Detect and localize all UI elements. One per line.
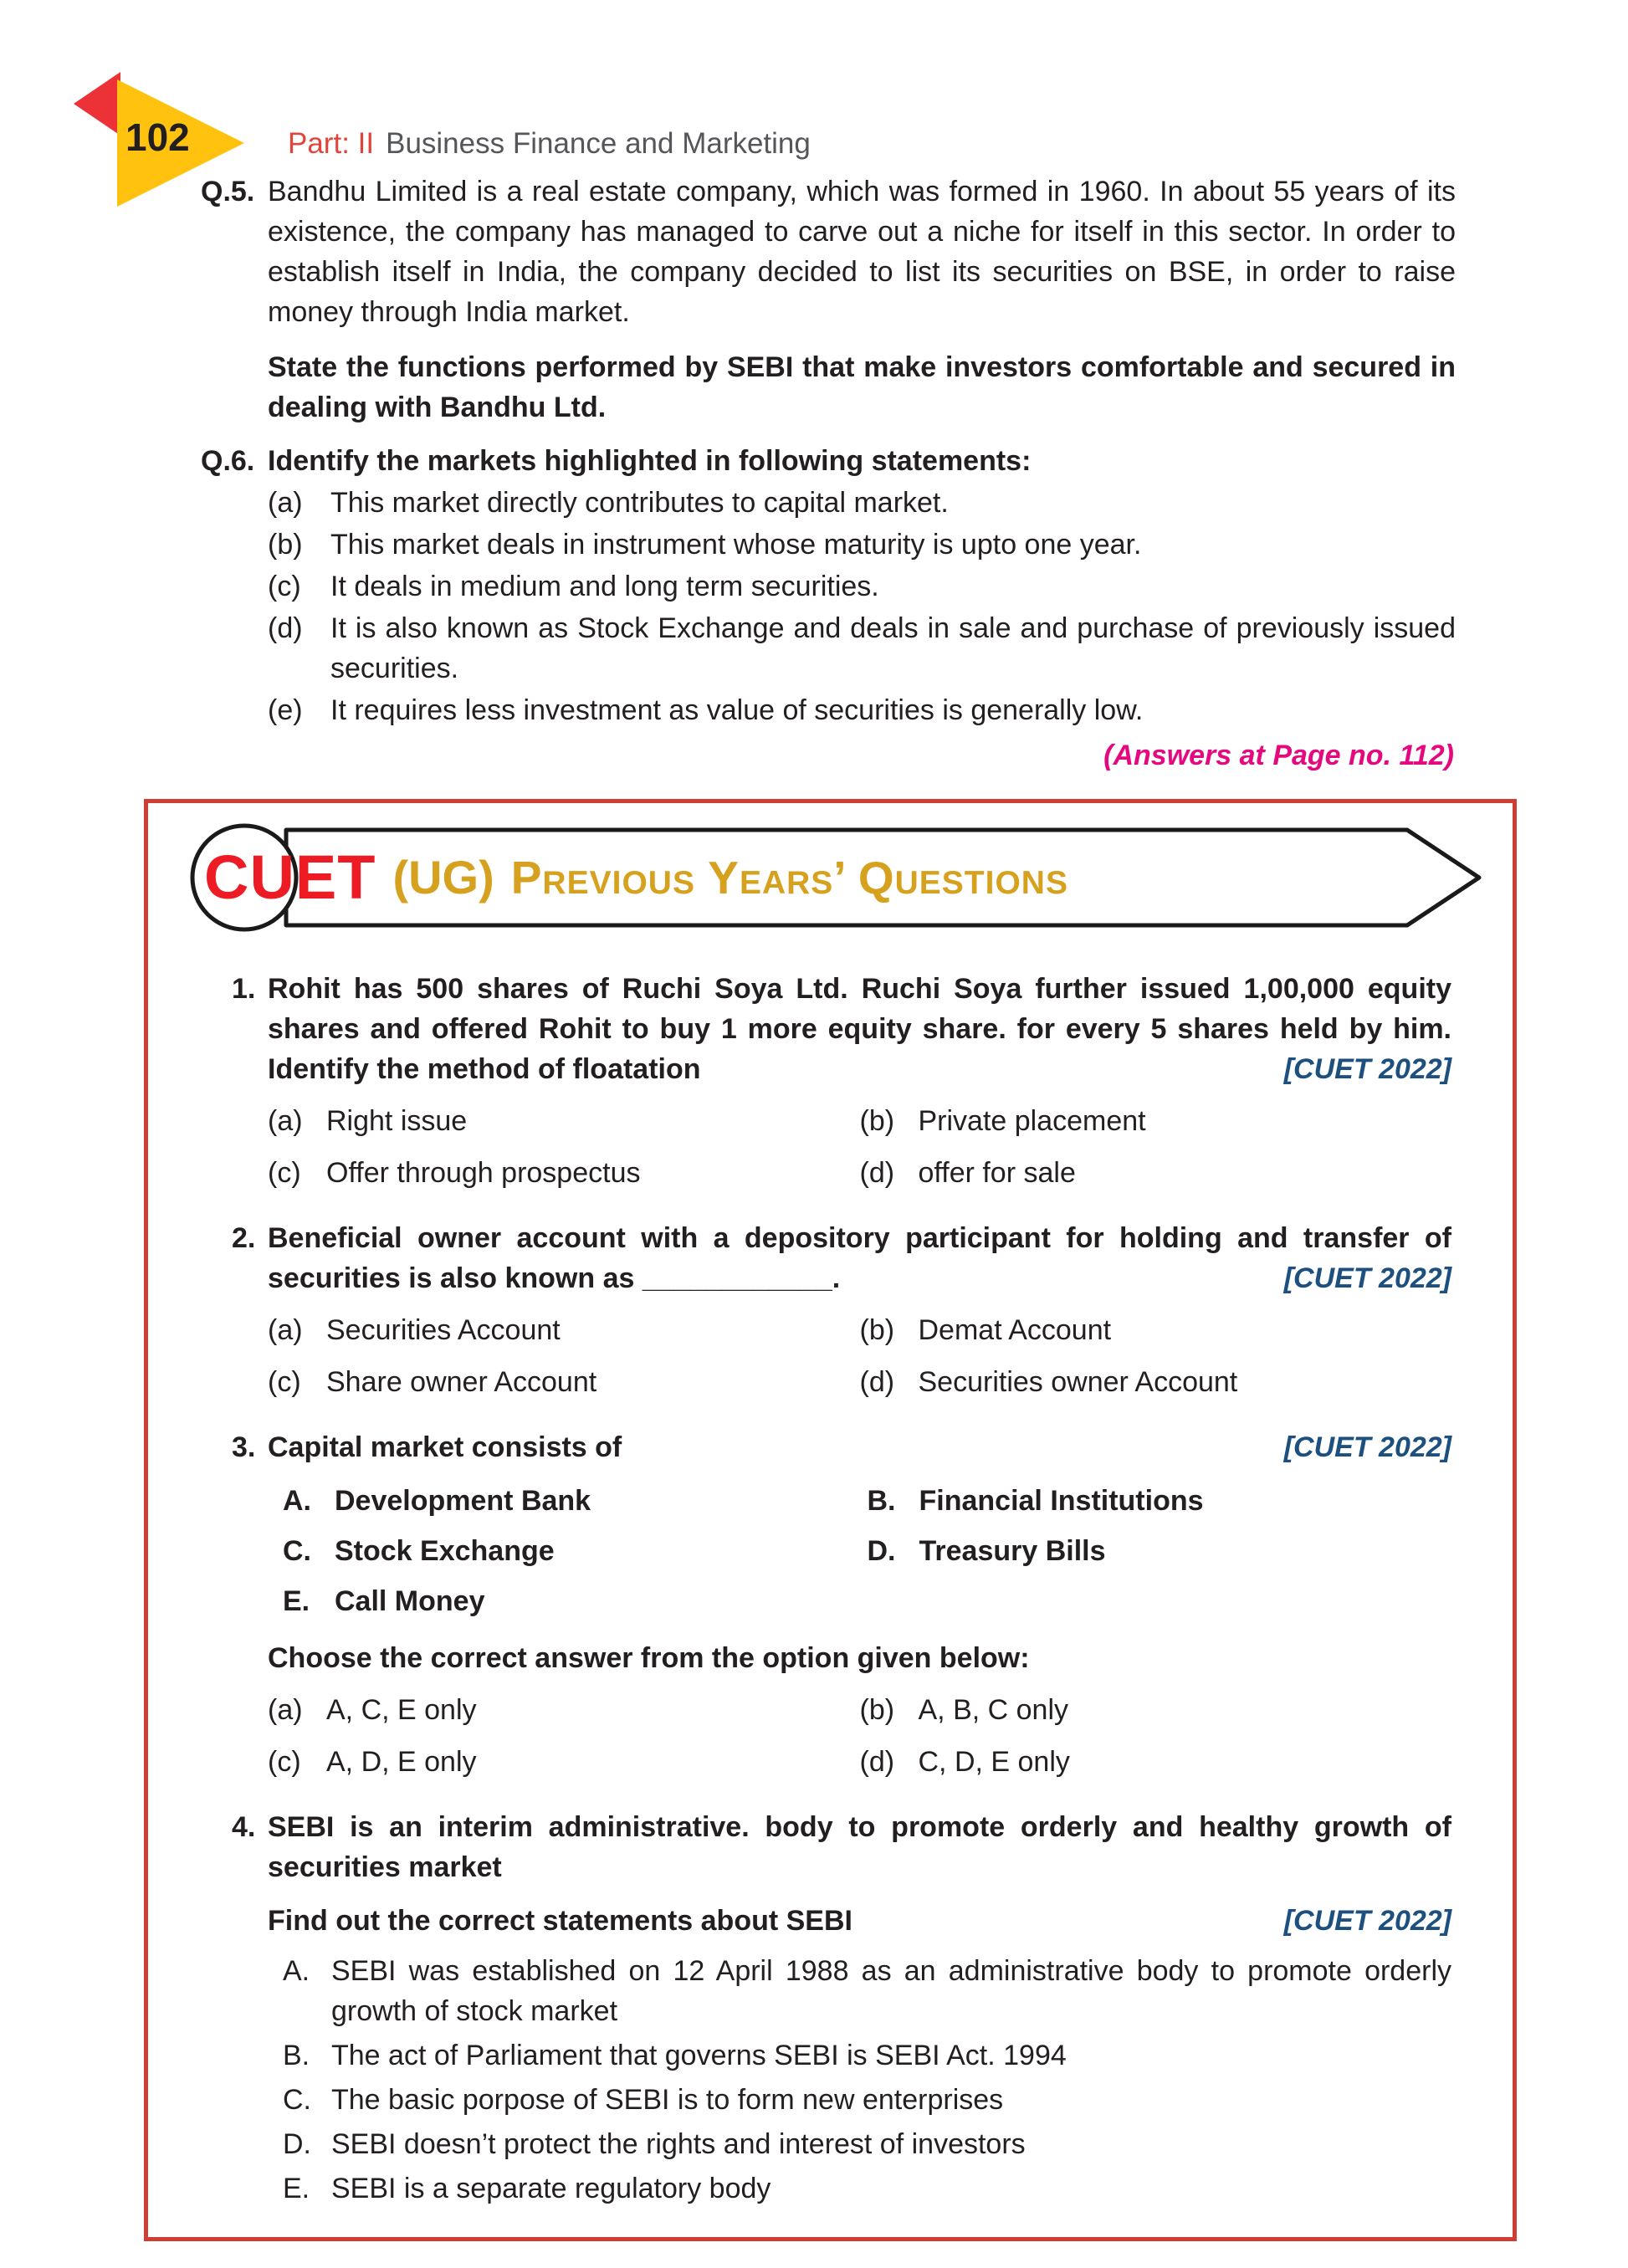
cuet-brand: CUET: [204, 842, 376, 912]
lettered-item-E: [283, 1581, 868, 1621]
question-heading-row: [268, 1427, 1451, 1467]
option-text: Demat Account: [918, 1314, 1112, 1346]
statement-D: [283, 2124, 1451, 2164]
option-text: A, C, E only: [326, 1694, 477, 1726]
statement-label: E.: [283, 2173, 310, 2204]
option-text: Offer through prospectus: [326, 1157, 641, 1189]
lettered-item-C: [283, 1531, 868, 1571]
item-text: Stock Exchange: [335, 1535, 555, 1567]
item-text: It deals in medium and long term securities.: [330, 571, 879, 602]
option-label: (c): [268, 1157, 301, 1189]
option-label: (b): [859, 1694, 895, 1726]
question-text-body: Beneficial owner account with a depository participant for holding and transfer of securities is also known as ____________.: [268, 1222, 1451, 1294]
part-title: Business Finance and Marketing: [386, 127, 811, 160]
option-label: (a): [268, 1694, 303, 1726]
lettered-item-D: [868, 1531, 1452, 1571]
statement-label: C.: [283, 2084, 311, 2116]
left-triangle-icon: [74, 72, 120, 136]
statement-text: SEBI doesn’t protect the rights and interest of investors: [331, 2128, 1026, 2160]
option-a: [268, 1310, 860, 1350]
option-label: (d): [859, 1746, 895, 1778]
option-label: (d): [859, 1366, 895, 1398]
question-text: SEBI is an interim administrative. body to promote orderly and healthy growth of securities market: [268, 1811, 1451, 1883]
item-label: (a): [268, 487, 303, 519]
option-text: Securities owner Account: [918, 1366, 1238, 1398]
statement-text: SEBI is a separate regulatory body: [331, 2173, 771, 2204]
option-label: (b): [859, 1314, 895, 1346]
question-text: Bandhu Limited is a real estate company, which was formed in 1960. In about 55 years of its existence, the company has managed to carve out a niche for itself in this sector. In order to establish itself in India, the company decided to list its securities on BSE, in order to raise money through India market.: [268, 176, 1456, 328]
statement-B: [283, 2035, 1451, 2076]
option-b: [860, 1101, 1452, 1141]
cuet-year-tag: [CUET 2022]: [1283, 1262, 1451, 1294]
question-number: 3.: [232, 1431, 256, 1463]
option-label: (b): [859, 1105, 895, 1137]
option-text: offer for sale: [918, 1157, 1076, 1189]
item-text: This market directly contributes to capital market.: [330, 487, 949, 519]
list-item: [268, 690, 1456, 730]
item-label: (e): [268, 694, 303, 726]
option-c: [268, 1742, 860, 1782]
cuet-year-tag: [CUET 2022]: [1283, 1053, 1451, 1085]
lettered-item-B: [868, 1481, 1452, 1521]
option-text: Share owner Account: [326, 1366, 597, 1398]
list-item: [268, 566, 1456, 607]
exercise-section: [144, 172, 1517, 776]
statement-A: [283, 1951, 1451, 2031]
option-text: Right issue: [326, 1105, 468, 1137]
statement-E: [283, 2168, 1451, 2209]
option-label: (d): [859, 1157, 895, 1189]
option-text: A, D, E only: [326, 1746, 477, 1778]
option-text: C, D, E only: [918, 1746, 1070, 1778]
options-grid: [268, 1310, 1451, 1402]
options-grid: [268, 1101, 1451, 1193]
find-out-row: [268, 1901, 1451, 1941]
item-label: D.: [867, 1535, 896, 1567]
statement-text: The basic porpose of SEBI is to form new enterprises: [331, 2084, 1004, 2116]
option-label: (c): [268, 1366, 301, 1398]
option-a: [268, 1690, 860, 1730]
list-item: [268, 608, 1456, 689]
item-label: E.: [283, 1585, 310, 1617]
question-number: 4.: [232, 1811, 256, 1843]
item-label: (c): [268, 571, 301, 602]
option-text: Securities Account: [326, 1314, 561, 1346]
item-text: This market deals in instrument whose maturity is upto one year.: [330, 529, 1142, 561]
question-label: Q.6.: [201, 445, 255, 477]
option-label: (a): [268, 1105, 303, 1137]
item-label: B.: [867, 1485, 896, 1517]
question-heading: Identify the markets highlighted in following statements:: [268, 445, 1032, 477]
question-text-body: Rohit has 500 shares of Ruchi Soya Ltd. Ruchi Soya further issued 1,00,000 equity shares and offered Rohit to buy 1 more equity share. for every 5 shares held by him. Identify the method of floatation: [268, 973, 1451, 1085]
option-label: (c): [268, 1746, 301, 1778]
cuet-ug: (UG): [392, 851, 494, 904]
statement-label: D.: [283, 2128, 311, 2160]
item-text: Financial Institutions: [919, 1485, 1204, 1517]
item-text: It requires less investment as value of securities is generally low.: [330, 694, 1144, 726]
statement-text: The act of Parliament that governs SEBI is SEBI Act. 1994: [331, 2040, 1067, 2071]
question-text: [268, 969, 1451, 1089]
lettered-item-A: [283, 1481, 868, 1521]
sub-instruction: Find out the correct statements about SEBI: [268, 1905, 852, 1937]
lettered-items-grid: [268, 1481, 1451, 1621]
option-b: [860, 1310, 1452, 1350]
option-label: (a): [268, 1314, 303, 1346]
list-item: [268, 525, 1456, 565]
item-label: (b): [268, 529, 303, 561]
option-text: Private placement: [918, 1105, 1146, 1137]
answers-note: (Answers at Page no. 112): [1103, 740, 1454, 771]
item-text: Treasury Bills: [919, 1535, 1106, 1567]
item-text: It is also known as Stock Exchange and deals in sale and purchase of previously issued securities.: [330, 612, 1456, 684]
list-item: [268, 483, 1456, 523]
question-q5: [201, 172, 1456, 427]
statement-label: A.: [283, 1955, 310, 1987]
banner-title: Previous Years’ Questions: [510, 851, 1068, 904]
cuet-previous-years-box: [144, 799, 1517, 2241]
statements-list: [268, 1951, 1451, 2209]
cuet-question-1: [232, 969, 1451, 1193]
item-label: (d): [268, 612, 303, 644]
page-number: 102: [125, 115, 190, 159]
statement-label: B.: [283, 2040, 310, 2071]
main-content: [144, 172, 1517, 2241]
part-label: Part: II: [288, 127, 375, 160]
question-q6: [201, 441, 1456, 730]
cuet-banner: [186, 817, 1491, 939]
item-text: Call Money: [335, 1585, 485, 1617]
question-heading: Capital market consists of: [268, 1431, 622, 1463]
option-c: [268, 1153, 860, 1193]
item-text: Development Bank: [335, 1485, 591, 1517]
option-a: [268, 1101, 860, 1141]
running-header: [288, 125, 811, 162]
chooser-instruction: Choose the correct answer from the option given below:: [268, 1642, 1030, 1674]
option-c: [268, 1362, 860, 1402]
options-grid: [268, 1690, 1451, 1782]
question-number: 2.: [232, 1222, 256, 1254]
option-d: [860, 1362, 1452, 1402]
statement-text: SEBI was established on 12 April 1988 as an administrative body to promote orderly growth of stock market: [331, 1955, 1451, 2027]
question-ask: State the functions performed by SEBI that make investors comfortable and secured in dealing with Bandhu Ltd.: [268, 351, 1456, 423]
cuet-year-tag: [CUET 2022]: [1283, 1431, 1451, 1463]
cuet-question-3: [232, 1427, 1451, 1782]
cuet-question-4: [232, 1807, 1451, 2209]
cuet-year-tag: [CUET 2022]: [1283, 1905, 1451, 1937]
question-number: 1.: [232, 973, 256, 1005]
cuet-question-2: [232, 1218, 1451, 1402]
item-label: C.: [283, 1535, 311, 1567]
question-label: Q.5.: [201, 176, 255, 207]
option-b: [860, 1690, 1452, 1730]
item-label: A.: [283, 1485, 311, 1517]
question-text: [268, 1218, 1451, 1298]
option-d: [860, 1742, 1452, 1782]
statement-C: [283, 2080, 1451, 2120]
option-d: [860, 1153, 1452, 1193]
option-text: A, B, C only: [918, 1694, 1069, 1726]
